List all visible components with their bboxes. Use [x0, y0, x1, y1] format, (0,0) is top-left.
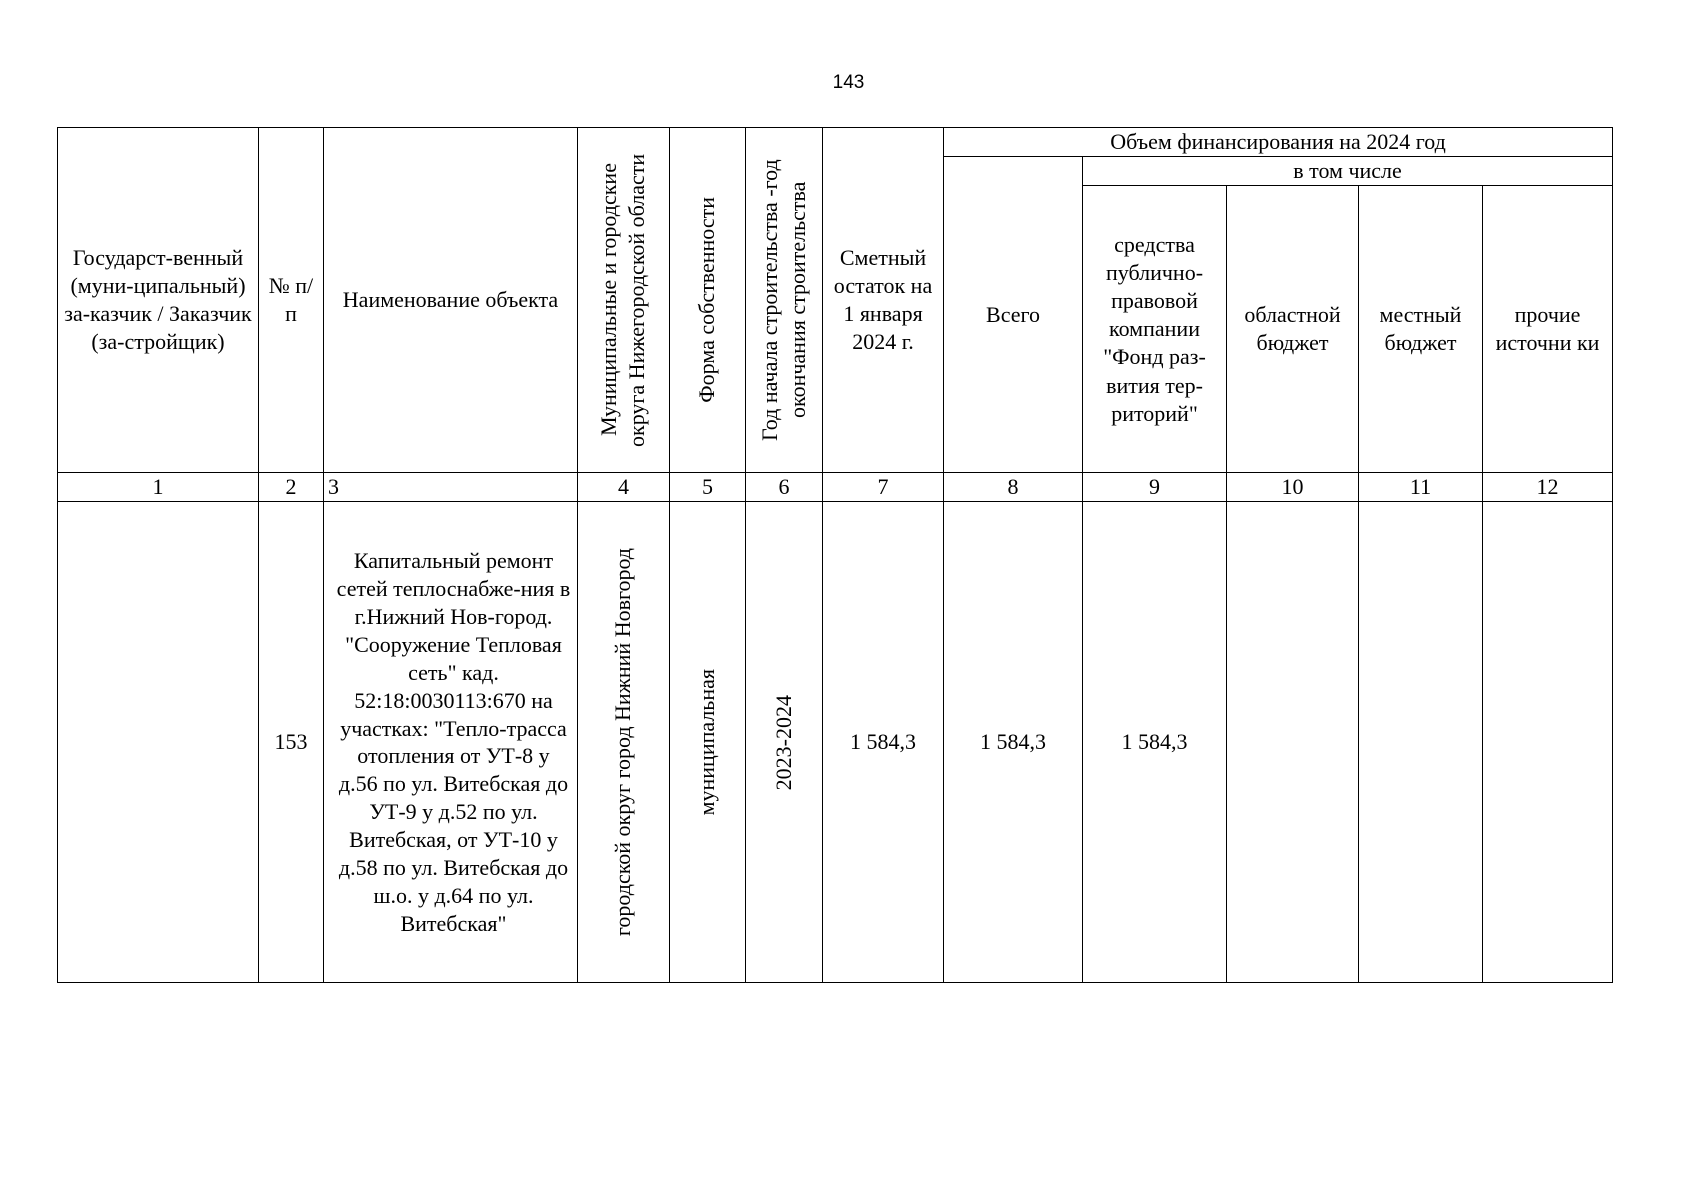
- header-object-name: Наименование объекта: [324, 128, 578, 473]
- column-number-row: [58, 473, 1613, 502]
- header-ownership: Форма собственности: [694, 197, 720, 403]
- table-row: [58, 502, 1613, 983]
- header-total: Всего: [944, 157, 1083, 473]
- cell-estimated-balance: 1 584,3: [823, 502, 944, 983]
- cell-total: 1 584,3: [944, 502, 1083, 983]
- header-row-1: [58, 128, 1613, 157]
- cell-fund: 1 584,3: [1083, 502, 1227, 983]
- header-customer: Государст-венный (муни-ципальный) за-казчик / Заказчик (за-стройщик): [58, 128, 259, 473]
- column-number: 5: [670, 473, 746, 502]
- header-district-cell: [578, 128, 670, 473]
- column-number: 7: [823, 473, 944, 502]
- column-number: 6: [746, 473, 823, 502]
- column-number: 10: [1227, 473, 1359, 502]
- cell-years-wrap: [746, 502, 823, 983]
- cell-other: [1483, 502, 1613, 983]
- header-ownership-cell: [670, 128, 746, 473]
- header-years-cell: [746, 128, 823, 473]
- cell-regional: [1227, 502, 1359, 983]
- column-number: 4: [578, 473, 670, 502]
- cell-district-wrap: [578, 502, 670, 983]
- column-number: 1: [58, 473, 259, 502]
- column-number: 12: [1483, 473, 1613, 502]
- cell-ownership: муниципальная: [694, 669, 720, 816]
- cell-ownership-wrap: [670, 502, 746, 983]
- header-regional: областной бюджет: [1227, 186, 1359, 473]
- financing-table: [57, 127, 1613, 983]
- header-funding-group: Объем финансирования на 2024 год: [944, 128, 1613, 157]
- cell-customer: [58, 502, 259, 983]
- header-years: Год начала строительства -год окончания строительства: [756, 159, 810, 441]
- cell-years: 2023-2024: [770, 694, 796, 791]
- header-fund: средства публично-правовой компании "Фонд раз-вития тер-риторий": [1083, 186, 1227, 473]
- header-district: Муниципальные и городские округа Нижегородской области: [596, 153, 650, 447]
- column-number: 3: [324, 473, 578, 502]
- page-number: 143: [832, 72, 865, 93]
- column-number: 9: [1083, 473, 1227, 502]
- header-including: в том числе: [1083, 157, 1613, 186]
- header-estimated-balance: Сметный остаток на 1 января 2024 г.: [823, 128, 944, 473]
- column-number: 8: [944, 473, 1083, 502]
- cell-number: 153: [259, 502, 324, 983]
- column-number: 11: [1359, 473, 1483, 502]
- column-number: 2: [259, 473, 324, 502]
- header-other: прочие источни ки: [1483, 186, 1613, 473]
- header-local: местный бюджет: [1359, 186, 1483, 473]
- cell-local: [1359, 502, 1483, 983]
- header-number: № п/п: [259, 128, 324, 473]
- cell-object-name: Капитальный ремонт сетей теплоснабже-ния в г.Нижний Нов-город. "Сооружение Тепловая сеть" кад. 52:18:0030113:670 на участках: "Тепло-трасса отопления от УТ-8 у д.56 по ул. Витебская до УТ-9 у д.52 по ул. Витебская, от УТ-10 у д.58 по ул. Витебская до ш.о. у д.64 по ул. Витебская": [324, 502, 578, 983]
- cell-district: городской округ город Нижний Новгород: [610, 548, 636, 937]
